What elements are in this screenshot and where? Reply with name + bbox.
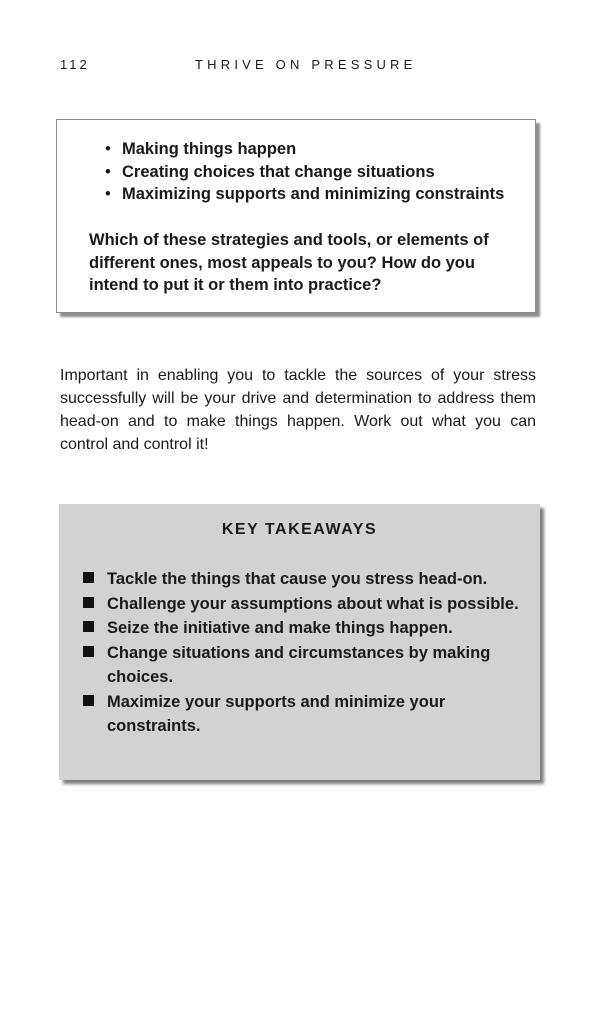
list-item-text: Maximizing supports and minimizing constraints (122, 185, 505, 203)
bullet-marker: • (105, 185, 111, 203)
list-item-text: Tackle the things that cause you stress head-on. (107, 570, 488, 588)
running-head-title: THRIVE ON PRESSURE (195, 57, 417, 72)
page-number: 112 (60, 57, 90, 72)
square-bullet-icon (83, 646, 94, 657)
key-takeaways-title: KEY TAKEAWAYS (221, 521, 378, 538)
list-item (83, 690, 523, 739)
list-item (83, 616, 523, 641)
list-item (83, 567, 523, 592)
bullet-marker: • (105, 162, 111, 181)
list-item-text: Maximize your supports and minimize your constraints. (107, 692, 446, 735)
square-bullet-icon (83, 695, 94, 706)
list-item (83, 592, 523, 617)
bullet-marker: • (105, 140, 111, 158)
square-bullet-icon (83, 621, 94, 632)
list-item (105, 161, 504, 184)
list-item-text: Making things happen (122, 140, 297, 158)
strategy-bullet-list (105, 138, 504, 206)
list-item-text: Creating choices that change situations (122, 162, 435, 181)
list-item (105, 183, 504, 206)
list-item-text: Seize the initiative and make things happen. (107, 619, 453, 637)
body-paragraph: Important in enabling you to tackle the sources of your stress successfully will be your drive and determination to address them head-on and to make things happen. Work out what you can control and control it! (60, 367, 536, 453)
key-takeaways-box (59, 504, 540, 780)
square-bullet-icon (83, 597, 94, 608)
list-item-text: Change situations and circumstances by making choices. (107, 643, 491, 686)
reflection-box (56, 119, 536, 313)
list-item-text: Challenge your assumptions about what is possible. (107, 594, 519, 613)
list-item (105, 138, 504, 161)
takeaways-list (83, 567, 523, 739)
reflection-question: Which of these strategies and tools, or elements of different ones, most appeals to you? How do you intend to put it or them into practice? (89, 231, 489, 294)
square-bullet-icon (83, 572, 94, 583)
list-item (83, 641, 523, 690)
